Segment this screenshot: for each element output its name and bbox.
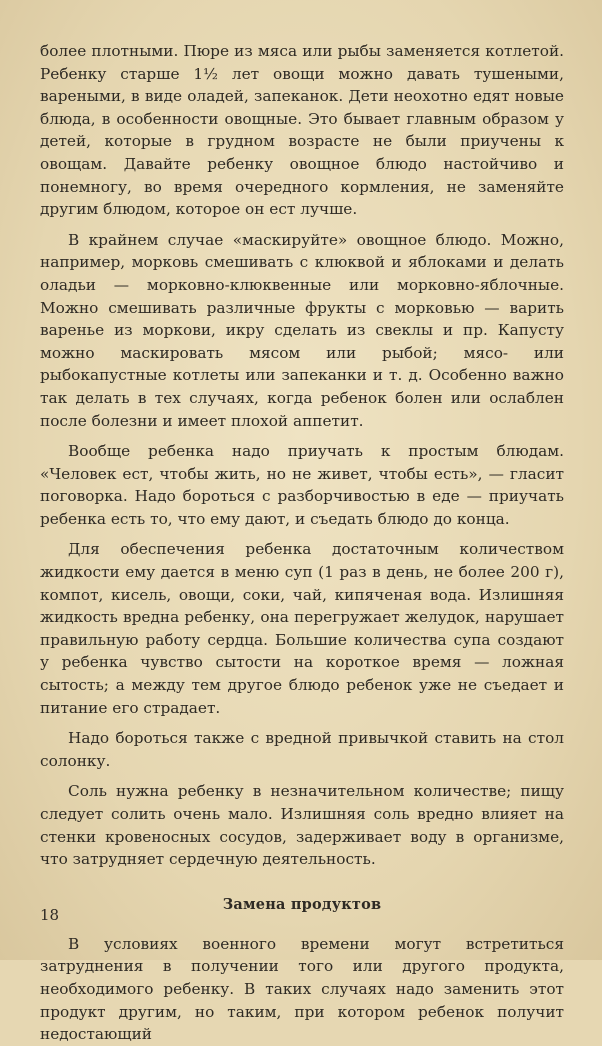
section-text [40,933,564,1046]
paragraph: Надо бороться также с вредной привычкой ставить на стол солонку. [40,729,564,770]
section-heading: Замена продуктов [222,895,382,913]
paragraph: В условиях военного времени могут встретиться затруднения в получении того или другого продукта, необходимого ребенку. В таких случаях надо заменить этот продукт другим, но таким, при котором ребенок получит недостающий [40,934,564,1044]
paragraph: В крайнем случае «маскируйте» овощное блюдо. Можно, например, морковь смешивать с клюквой и яблоками и делать оладьи — морковно-клюквенные или морковно-яблочные. Можно смешивать различные фрукты с морковью — варить варенье из моркови, икру сделать из свеклы и пр. Капусту можно маскировать мясом или рыбой; мясо- или рыбокапустные котлеты или запеканки и т. д. Особенно важно так делать в тех случаях, когда ребенок болен или ослаблен после болезни и имеет плохой аппетит. [40,230,564,430]
paragraph: Вообще ребенка надо приучать к простым блюдам. «Человек ест, чтобы жить, но не живет, чтобы есть», — гласит поговорка. Надо бороться с разборчивостью в еде — приучать ребенка есть то, что ему дают, и съедать блюдо до конца. [40,442,564,528]
body-text [40,40,564,871]
paragraph: Соль нужна ребенку в незначительном количестве; пищу следует солить очень мало. Излишняя соль вредно влияет на стенки кровеносных сосудов, задерживает воду в организме, что затрудняет сердечную деятельность. [40,782,564,869]
paragraph: Для обеспечения ребенка достаточным количеством жидкости ему дается в меню суп (1 раз в день, не более 200 г), компот, кисель, овощи, соки, чай, кипяченая вода. Излишняя жидкость вредна ребенку, она перегружает желудок, нарушает правильную работу сердца. Большие количества супа создают у ребенка чувство сытости на короткое время — ложная сытость; а между тем другое блюдо ребенок уже не съедает и питание его страдает. [40,540,564,717]
paragraph: более плотными. Пюре из мяса или рыбы заменяется котлетой. Ребенку старше 1½ лет овощи можно давать тушеными, вареными, в виде оладей, запеканок. Дети неохотно едят новые блюда, в особенности овощные. Это бывает главным образом у детей, которые в грудном возрасте не были приучены к овощам. Давайте ребенку овощное блюдо настойчиво и понемногу, во время очередного кормления, не заменяйте другим блюдом, которое он ест лучше. [40,42,564,219]
page-number: 18 [40,906,60,924]
